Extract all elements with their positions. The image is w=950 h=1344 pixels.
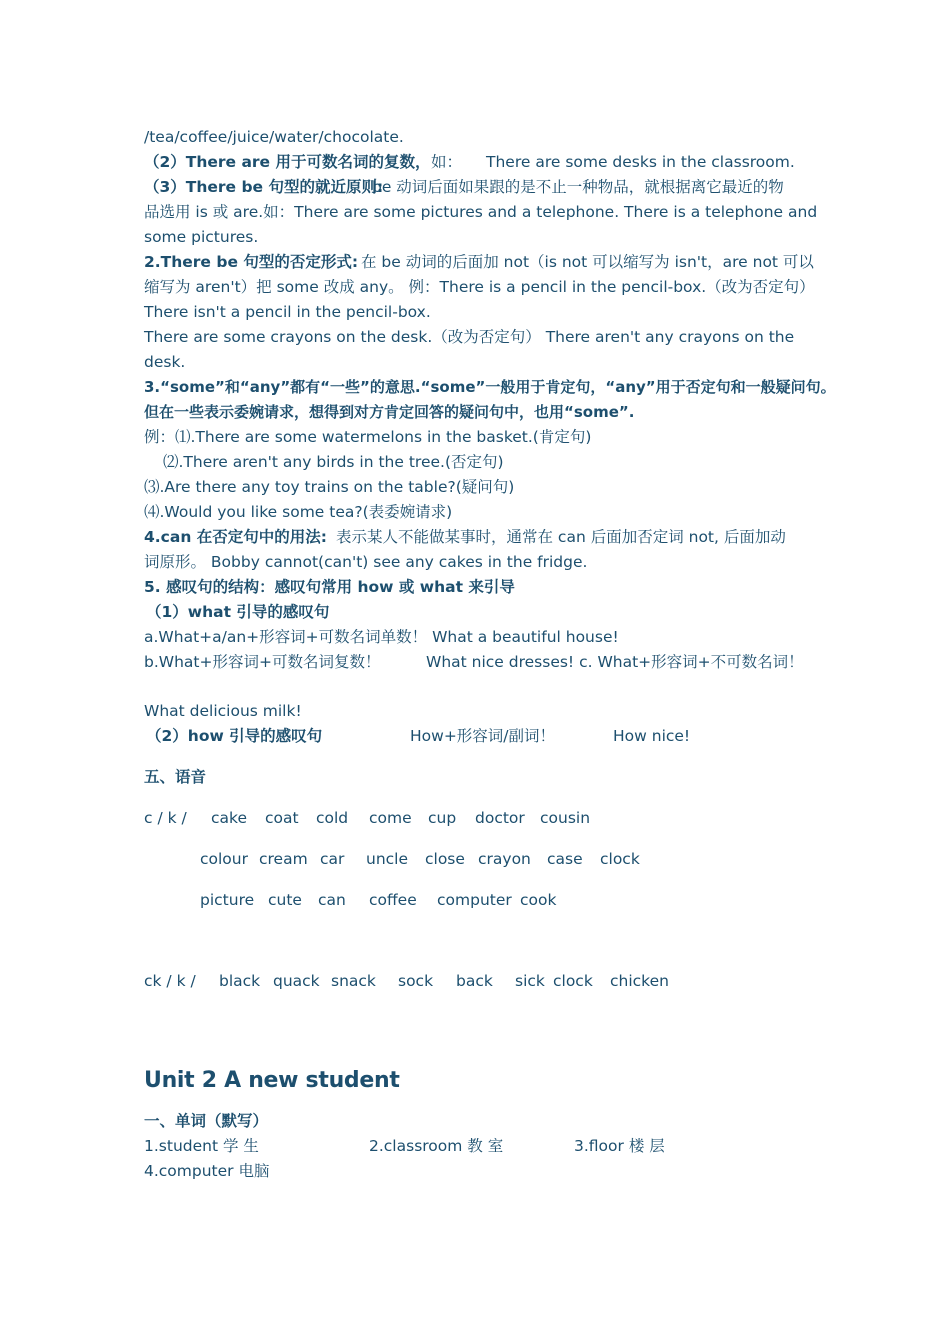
text-line: What nice dresses! c. What+形容词+不可数名词！ <box>426 653 804 671</box>
phonics-word: cousin <box>540 809 591 827</box>
text-line: 词原形。 Bobby cannot(can't) see any cakes in the fridge. <box>144 553 588 571</box>
phonics-label: c / k / <box>144 809 187 827</box>
phonics-word: quack <box>273 972 320 990</box>
phonics-word: chicken <box>610 972 669 990</box>
example-line: 例：⑴.There are some watermelons in the basket.(肯定句) <box>144 428 592 446</box>
example-line: ⑶.Are there any toy trains on the table?(疑问句) <box>144 478 515 496</box>
section-heading: 一、单词（默写） <box>144 1112 269 1130</box>
rule-heading: 但在一些表示委婉请求，想得到对方肯定回答的疑问句中，也用“some”. <box>144 403 635 421</box>
rule-heading: 2.There be 句型的否定形式: <box>144 253 359 271</box>
rule-heading: （2）There are 用于可数名词的复数， <box>144 153 431 171</box>
phonics-word: back <box>456 972 493 990</box>
phonics-word: sick <box>515 972 545 990</box>
example-label: 如： <box>431 153 463 171</box>
phonics-word: cake <box>211 809 247 827</box>
phonics-word: cook <box>520 891 557 909</box>
phonics-word: can <box>318 891 346 909</box>
phonics-word: come <box>369 809 412 827</box>
unit-title: Unit 2 A new student <box>144 1068 400 1093</box>
phonics-word: case <box>547 850 583 868</box>
phonics-word: computer <box>437 891 512 909</box>
phonics-label: ck / k / <box>144 972 196 990</box>
rule-heading: 4.can 在否定句中的用法: <box>144 528 327 546</box>
section-heading: 五、语音 <box>144 768 207 786</box>
phonics-word: coat <box>265 809 299 827</box>
phonics-word: cold <box>316 809 349 827</box>
phonics-word: clock <box>553 972 593 990</box>
text-line: b.What+形容词+可数名词复数！ <box>144 653 381 671</box>
text-line: /tea/coffee/juice/water/chocolate. <box>144 128 404 146</box>
text-line: 在 be 动词的后面加 not（is not 可以缩写为 isn't，are not 可以 <box>361 253 814 271</box>
text-line: be 动词后面如果跟的是不止一种物品，就根据离它最近的物 <box>372 178 784 196</box>
text-line: some pictures. <box>144 228 259 246</box>
text-line: 表示某人不能做某事时，通常在 can 后面加否定词 not, 后面加动 <box>336 528 786 546</box>
phonics-word: colour <box>200 850 248 868</box>
text-line: 缩写为 aren't）把 some 改成 any。 例：There is a pencil in the pencil-box.（改为否定句） <box>144 278 815 296</box>
text-line: There are some crayons on the desk.（改为否定句） There aren't any crayons on the <box>144 328 795 346</box>
phonics-word: car <box>320 850 345 868</box>
phonics-word: picture <box>200 891 255 909</box>
text-line: a.What+a/an+形容词+可数名词单数！ What a beautiful house! <box>144 628 619 646</box>
vocab-item: 4.computer 电脑 <box>144 1162 270 1180</box>
phonics-word: uncle <box>366 850 409 868</box>
phonics-word: cream <box>259 850 308 868</box>
phonics-word: cup <box>428 809 457 827</box>
vocab-item: 1.student 学 生 <box>144 1137 259 1155</box>
phonics-word: doctor <box>475 809 525 827</box>
phonics-word: black <box>219 972 261 990</box>
text-line: desk. <box>144 353 186 371</box>
vocab-item: 2.classroom 教 室 <box>369 1137 504 1155</box>
phonics-word: clock <box>600 850 640 868</box>
phonics-word: sock <box>398 972 434 990</box>
phonics-word: snack <box>331 972 376 990</box>
example-line: ⑵.There aren't any birds in the tree.(否定句) <box>163 453 504 471</box>
text-line: What delicious milk! <box>144 702 302 720</box>
rule-heading: 5. 感叹句的结构：感叹句常用 how 或 what 来引导 <box>144 578 515 596</box>
vocab-item: 3.floor 楼 层 <box>574 1137 665 1155</box>
subheading: （2）how 引导的感叹句 <box>146 727 323 745</box>
rule-heading: （3）There be 句型的就近原则: <box>144 178 384 196</box>
text-line: How+形容词/副词！ <box>410 727 556 745</box>
example-line: ⑷.Would you like some tea?(表委婉请求) <box>144 503 453 521</box>
example-sentence: There are some desks in the classroom. <box>486 153 795 171</box>
phonics-word: cute <box>268 891 302 909</box>
rule-heading: 3.“some”和“any”都有“一些”的意思.“some”一般用于肯定句，“any”用于否定句和一般疑问句。 <box>144 378 836 396</box>
subheading: （1）what 引导的感叹句 <box>146 603 330 621</box>
phonics-word: coffee <box>369 891 417 909</box>
phonics-word: close <box>425 850 465 868</box>
text-line: 品选用 is 或 are.如：There are some pictures and a telephone. There is a telephone and <box>144 203 818 221</box>
text-line: There isn't a pencil in the pencil-box. <box>144 303 431 321</box>
text-line: How nice! <box>613 727 691 745</box>
phonics-word: crayon <box>478 850 531 868</box>
